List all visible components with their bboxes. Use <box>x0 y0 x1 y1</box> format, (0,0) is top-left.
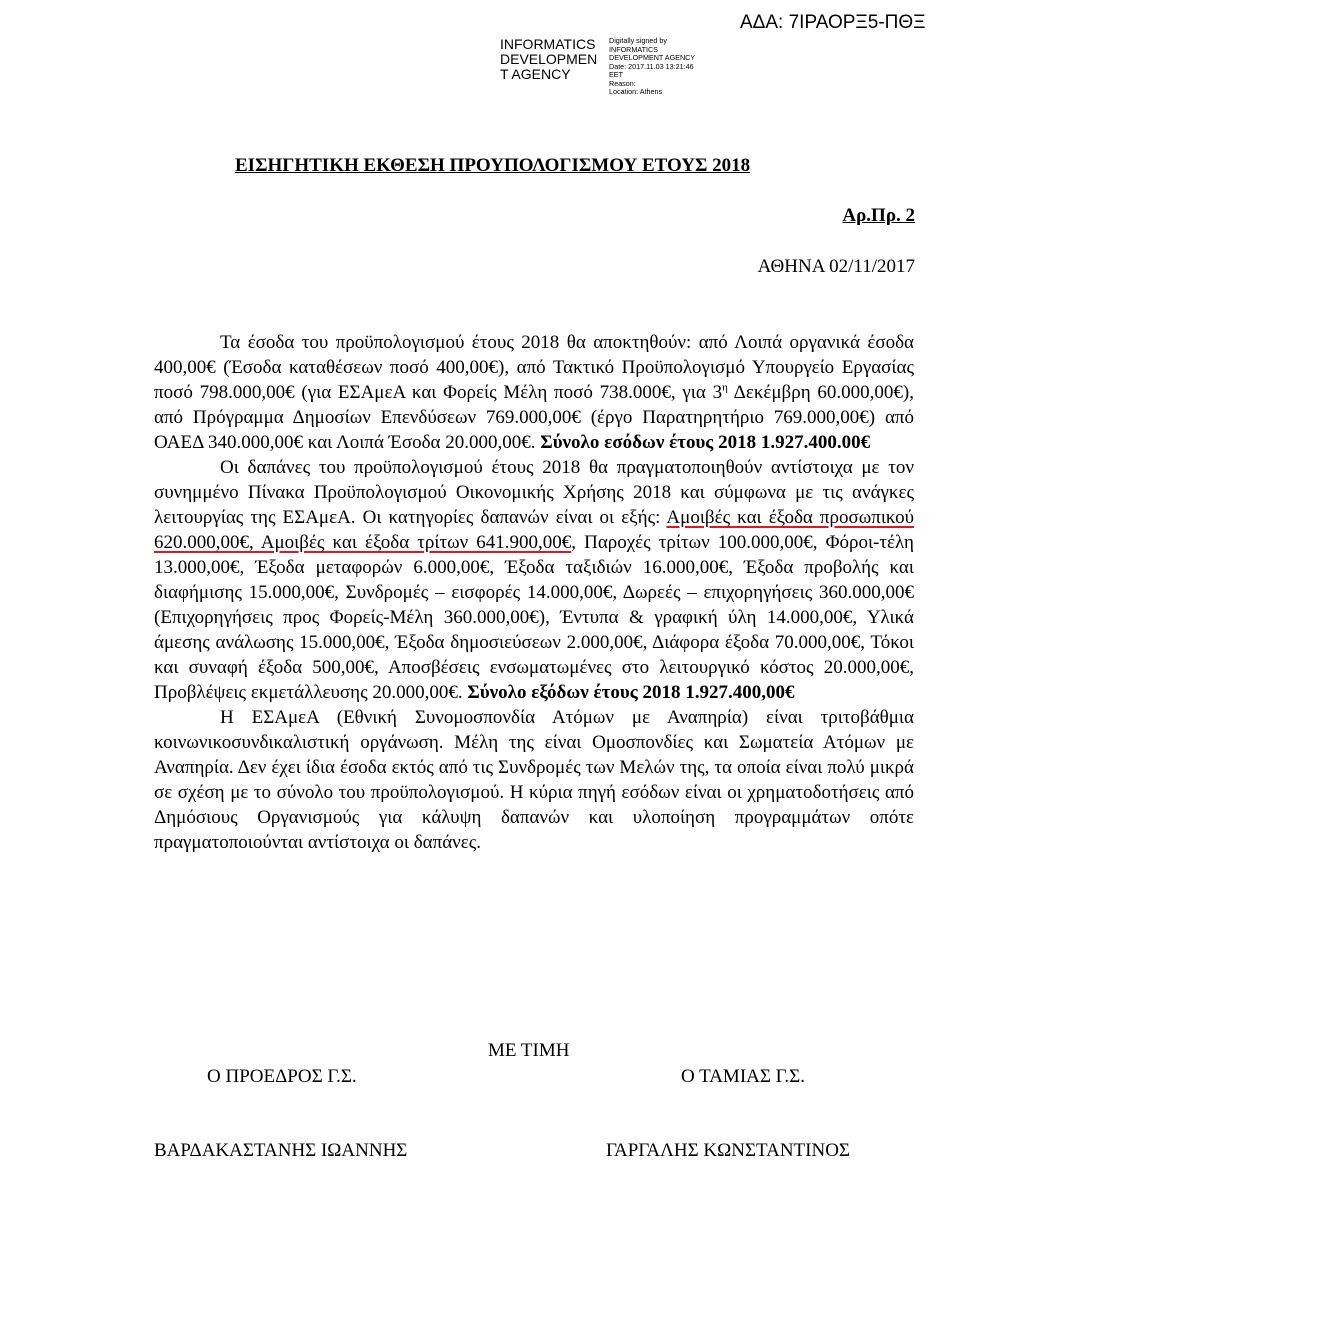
treasurer-name: ΓΑΡΓΑΛΗΣ ΚΩΝΣΤΑΝΤΙΝΟΣ <box>606 1140 850 1161</box>
ada-code: ΑΔΑ: 7ΙΡΑΟΡΞ5-ΠΘΞ <box>740 12 926 33</box>
document-date: ΑΘΗΝΑ 02/11/2017 <box>757 256 915 277</box>
signature-detail-line: DEVELOPMENT AGENCY <box>609 53 696 62</box>
president-role: Ο ΠΡΟΕΔΡΟΣ Γ.Σ. <box>207 1066 357 1087</box>
highlighted-expenses: Αμοιβές και έξοδα προσωπικού 620.000,00€, Αμοιβές και έξοδα τρίτων 641.900,00€ <box>154 507 914 553</box>
ordinal-superscript: η <box>722 381 728 394</box>
expenses-text-part: Οι δαπάνες του προϋπολογισμού έτους 2018 θα πραγματοποιηθούν αντίστοιχα με τον συνημμένο Πίνακα Προϋπολογισμού Οικονομικής Χρήσης 2018 και σύμφωνα με τις ανάγκες λειτουργίας της ΕΣΑμεΑ. Οι κατηγορίες δαπανών είναι οι εξής: <box>154 457 914 528</box>
signature-detail-line: Date: 2017.11.03 13:21:46 <box>609 61 694 71</box>
signature-org-line: T AGENCY <box>500 66 571 82</box>
treasurer-role: Ο ΤΑΜΙΑΣ Γ.Σ. <box>681 1066 805 1087</box>
closing-salutation: ΜΕ ΤΙΜΗ <box>488 1040 570 1061</box>
revenue-text-part: Τα έσοδα του προϋπολογισμού έτους 2018 θα αποκτηθούν: από Λοιπά οργανικά έσοδα 400,00€ (Έσοδα καταθέσεων ποσό 400,00€), από Τακτικό Προϋπολογισμό Υπουργείο Εργασίας ποσό 798.000,00€ (για ΕΣΑμεΑ και Φορείς Μέλη ποσό 738.000€, για 3 <box>154 332 914 403</box>
president-name: ΒΑΡΔΑΚΑΣΤΑΝΗΣ ΙΩΑΝΝΗΣ <box>154 1140 408 1161</box>
protocol-number: Αρ.Πρ. 2 <box>842 205 915 226</box>
revenue-total: Σύνολο εσόδων έτους 2018 1.927.400.00€ <box>540 432 871 453</box>
expenses-text-part: , Παροχές τρίτων 100.000,00€, Φόροι-τέλη 13.000,00€, Έξοδα μεταφορών 6.000,00€, Έξοδα ταξιδιών 16.000,00€, Έξοδα προβολής και διαφήμισης 15.000,00€, Συνδρομές – εισφορές 14.000,00€, Δωρεές – επιχορηγήσεις 360.000,00€ (Επιχορηγήσεις προς Φορείς-Μέλη 360.000,00€), Έντυπα & γραφική ύλη 14.000,00€, Υλικά άμεσης ανάλωσης 15.000,00€, Έξοδα δημοσιεύσεων 2.000,00€, Διάφορα έξοδα 70.000,00€, Τόκοι και συναφή έξοδα 500,00€, Αποσβέσεις ενσωματωμένες στο λειτουργικό κόστος 20.000,00€, Προβλέψεις εκμετάλλευσης 20.000,00€. <box>154 532 914 703</box>
revenue-paragraph <box>154 330 914 455</box>
expenses-total: Σύνολο εξόδων έτους 2018 1.927.400,00€ <box>467 682 795 703</box>
signature-detail-line: Reason: <box>609 78 636 88</box>
signature-org-line: INFORMATICS <box>500 36 596 52</box>
expenses-paragraph <box>154 455 914 705</box>
signature-org-line: DEVELOPMEN <box>500 51 598 67</box>
digital-signature-details <box>609 37 729 97</box>
organization-paragraph: Η ΕΣΑμεΑ (Εθνική Συνομοσπονδία Ατόμων με Αναπηρία) είναι τριτοβάθμια κοινωνικοσυνδικαλιστική οργάνωση. Μέλη της είναι Ομοσπονδίες και Σωματεία Ατόμων με Αναπηρία. Δεν έχει ίδια έσοδα εκτός από τις Συνδρομές των Μελών της, τα οποία είναι πολύ μικρά σε σχέση με το σύνολο του προϋπολογισμού. Η κύρια πηγή εσόδων είναι οι χρηματοδοτήσεις από Δημόσιους Οργανισμούς για κάλυψη δαπανών και υλοποίηση προγραμμάτων οπότε πραγματοποιούνται αντίστοιχα οι δαπάνες. <box>154 707 914 853</box>
signature-detail-line: Digitally signed by <box>609 36 667 45</box>
digital-signature-org <box>500 37 610 82</box>
signature-detail-line: Location: Athens <box>609 87 663 96</box>
document-body <box>154 330 914 855</box>
revenue-text-part: Δεκέμβρη 60.000,00€), από Πρόγραμμα Δημοσίων Επενδύσεων 769.000,00€ (έργο Παρατηρητήριο 769.000,00€) από ΟΑΕΔ 340.000,00€ και Λοιπά Έσοδα 20.000,00€. <box>154 382 914 453</box>
signature-detail-line: INFORMATICS <box>609 44 658 54</box>
document-title: ΕΙΣΗΓΗΤΙΚΗ ΕΚΘΕΣΗ ΠΡΟΥΠΟΛΟΓΙΣΜΟΥ ΕΤΟΥΣ 2018 <box>235 155 751 176</box>
signature-detail-line: EET <box>609 70 623 79</box>
